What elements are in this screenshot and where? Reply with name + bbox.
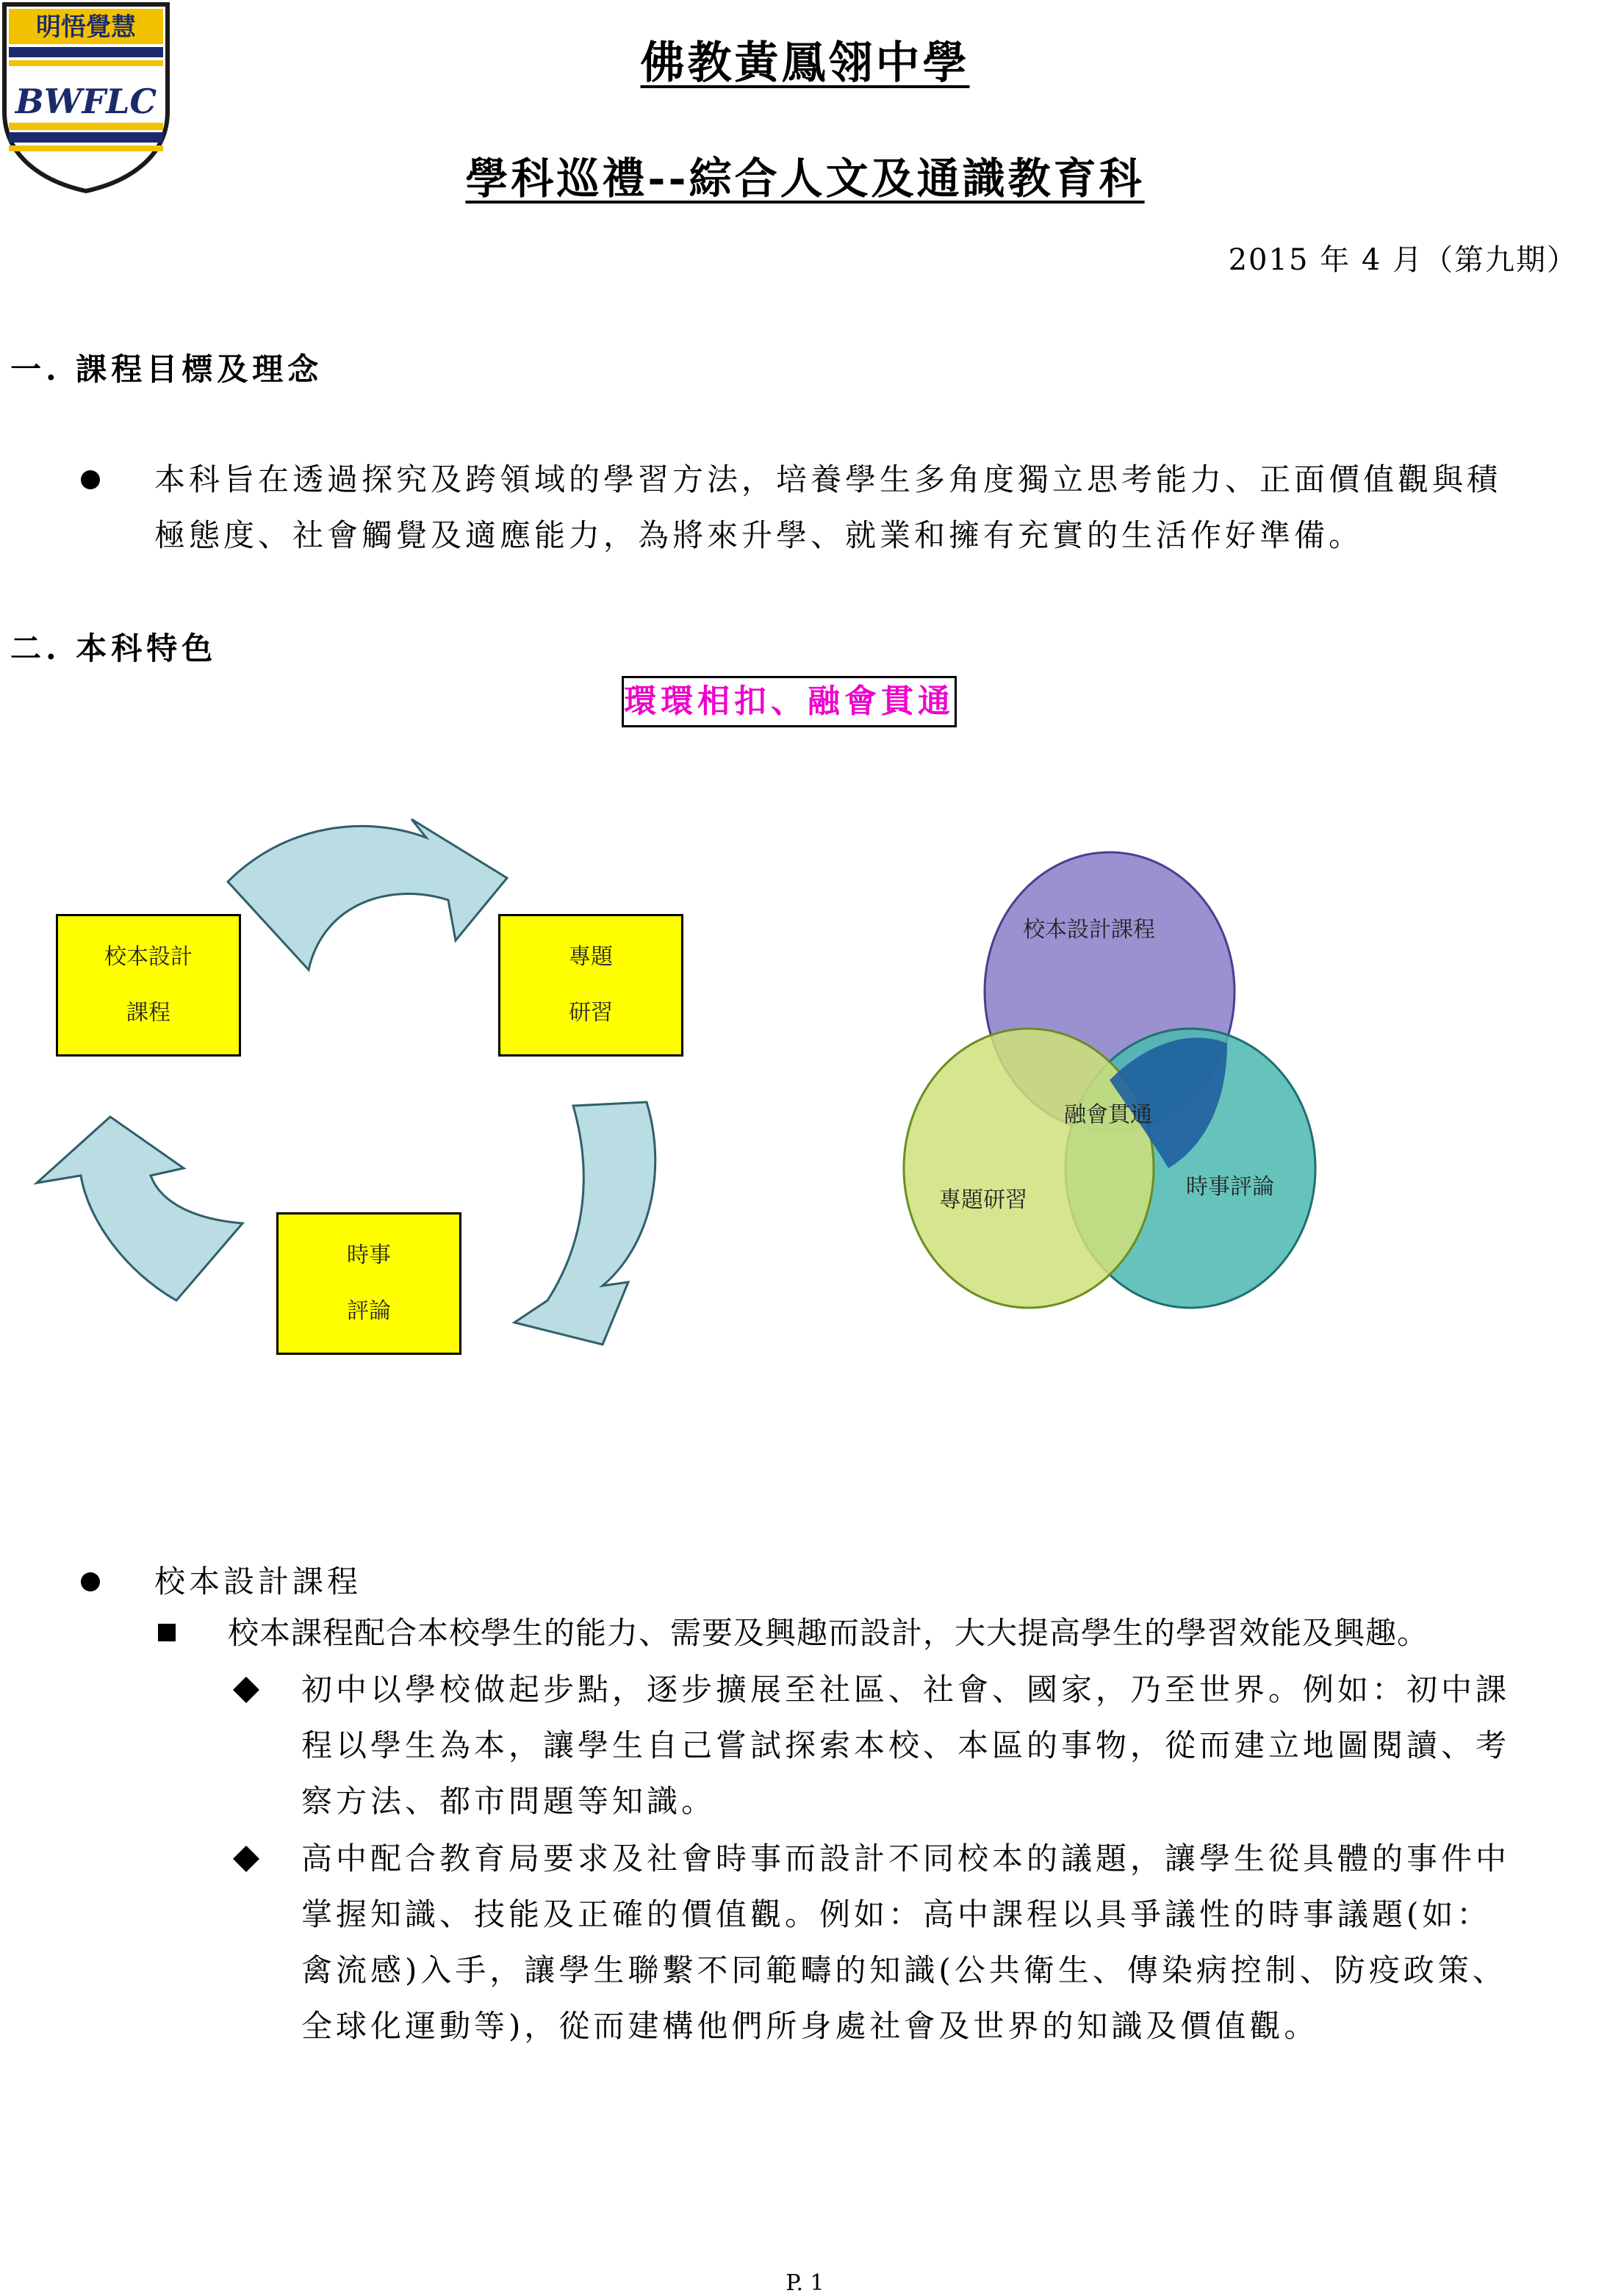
text-line: 察方法、都市問題等知識。: [301, 1783, 716, 1819]
features-banner: 環環相扣、融會貫通: [622, 676, 957, 727]
text-line: 禽流感)入手，讓學生聯繫不同範疇的知識(公共衛生、傳染病控制、防疫政策、: [301, 1952, 1507, 1988]
venn-label-top: 校本設計課程: [1023, 917, 1155, 943]
text-line: 本科旨在透過探究及跨領域的學習方法，培養學生多角度獨立思考能力、正面價值觀與積: [154, 461, 1502, 497]
box-label: 課程: [126, 1000, 170, 1026]
page-number: P. 1: [786, 2270, 824, 2296]
section-heading-objectives: 一. 課程目標及理念: [10, 351, 323, 387]
cycle-arrow-top: [228, 819, 507, 970]
box-label: 時事: [347, 1242, 391, 1268]
box-label: 研習: [569, 1000, 613, 1026]
subsection-title: 校本設計課程: [154, 1563, 362, 1599]
text-line: 全球化運動等)，從而建構他們所身處社會及世界的知識及價值觀。: [301, 2008, 1319, 2044]
text-line: 掌握知識、技能及正確的價值觀。例如：高中課程以具爭議性的時事議題(如：: [301, 1896, 1492, 1932]
text-line: 程以學生為本，讓學生自己嘗試探索本校、本區的事物，從而建立地圖閱讀、考: [301, 1727, 1511, 1763]
cycle-box-current-affairs: [276, 1212, 461, 1355]
text-line: 極態度、社會觸覺及適應能力，為將來升學、就業和擁有充實的生活作好準備。: [154, 517, 1364, 553]
cycle-box-project: [498, 914, 683, 1057]
school-name: 佛教黃鳳翎中學: [640, 37, 970, 89]
bullet-icon: [81, 1572, 100, 1591]
venn-label-left: 專題研習: [939, 1187, 1027, 1213]
text-line: 高中配合教育局要求及社會時事而設計不同校本的議題，讓學生從具體的事件中: [301, 1840, 1511, 1876]
box-label: 專題: [569, 944, 613, 970]
text-line: 校本課程配合本校學生的能力、需要及興趣而設計，大大提高學生的學習效能及興趣。: [228, 1615, 1429, 1651]
page-title: 學科巡禮--綜合人文及通識教育科: [465, 154, 1145, 204]
junior-curriculum-paragraph: [301, 1662, 1576, 1829]
section-heading-features: 二. 本科特色: [10, 630, 218, 666]
senior-curriculum-paragraph: [301, 1831, 1576, 2054]
diamond-bullet-icon: [231, 1675, 261, 1705]
cycle-arrow-left: [37, 1117, 242, 1300]
venn-circle-left: [904, 1029, 1154, 1308]
box-label: 評論: [347, 1298, 391, 1324]
venn-label-right: 時事評論: [1186, 1174, 1274, 1200]
diamond-bullet-icon: [231, 1844, 261, 1874]
school-based-summary: [228, 1605, 1609, 1661]
logo-top-text: 明悟覺慧: [36, 12, 136, 42]
cycle-arrow-right: [514, 1102, 655, 1345]
logo-monogram: BWFLC: [15, 82, 157, 121]
box-label: 校本設計: [104, 944, 193, 970]
venn-label-center: 融會貫通: [1064, 1102, 1152, 1128]
text-line: 初中以學校做起步點，逐步擴展至社區、社會、國家，乃至世界。例如：初中課: [301, 1671, 1511, 1707]
cycle-box-school-based: [56, 914, 241, 1057]
issue-date: 2015 年 4 月（第九期）: [1228, 243, 1578, 277]
square-bullet-icon: [158, 1624, 176, 1641]
